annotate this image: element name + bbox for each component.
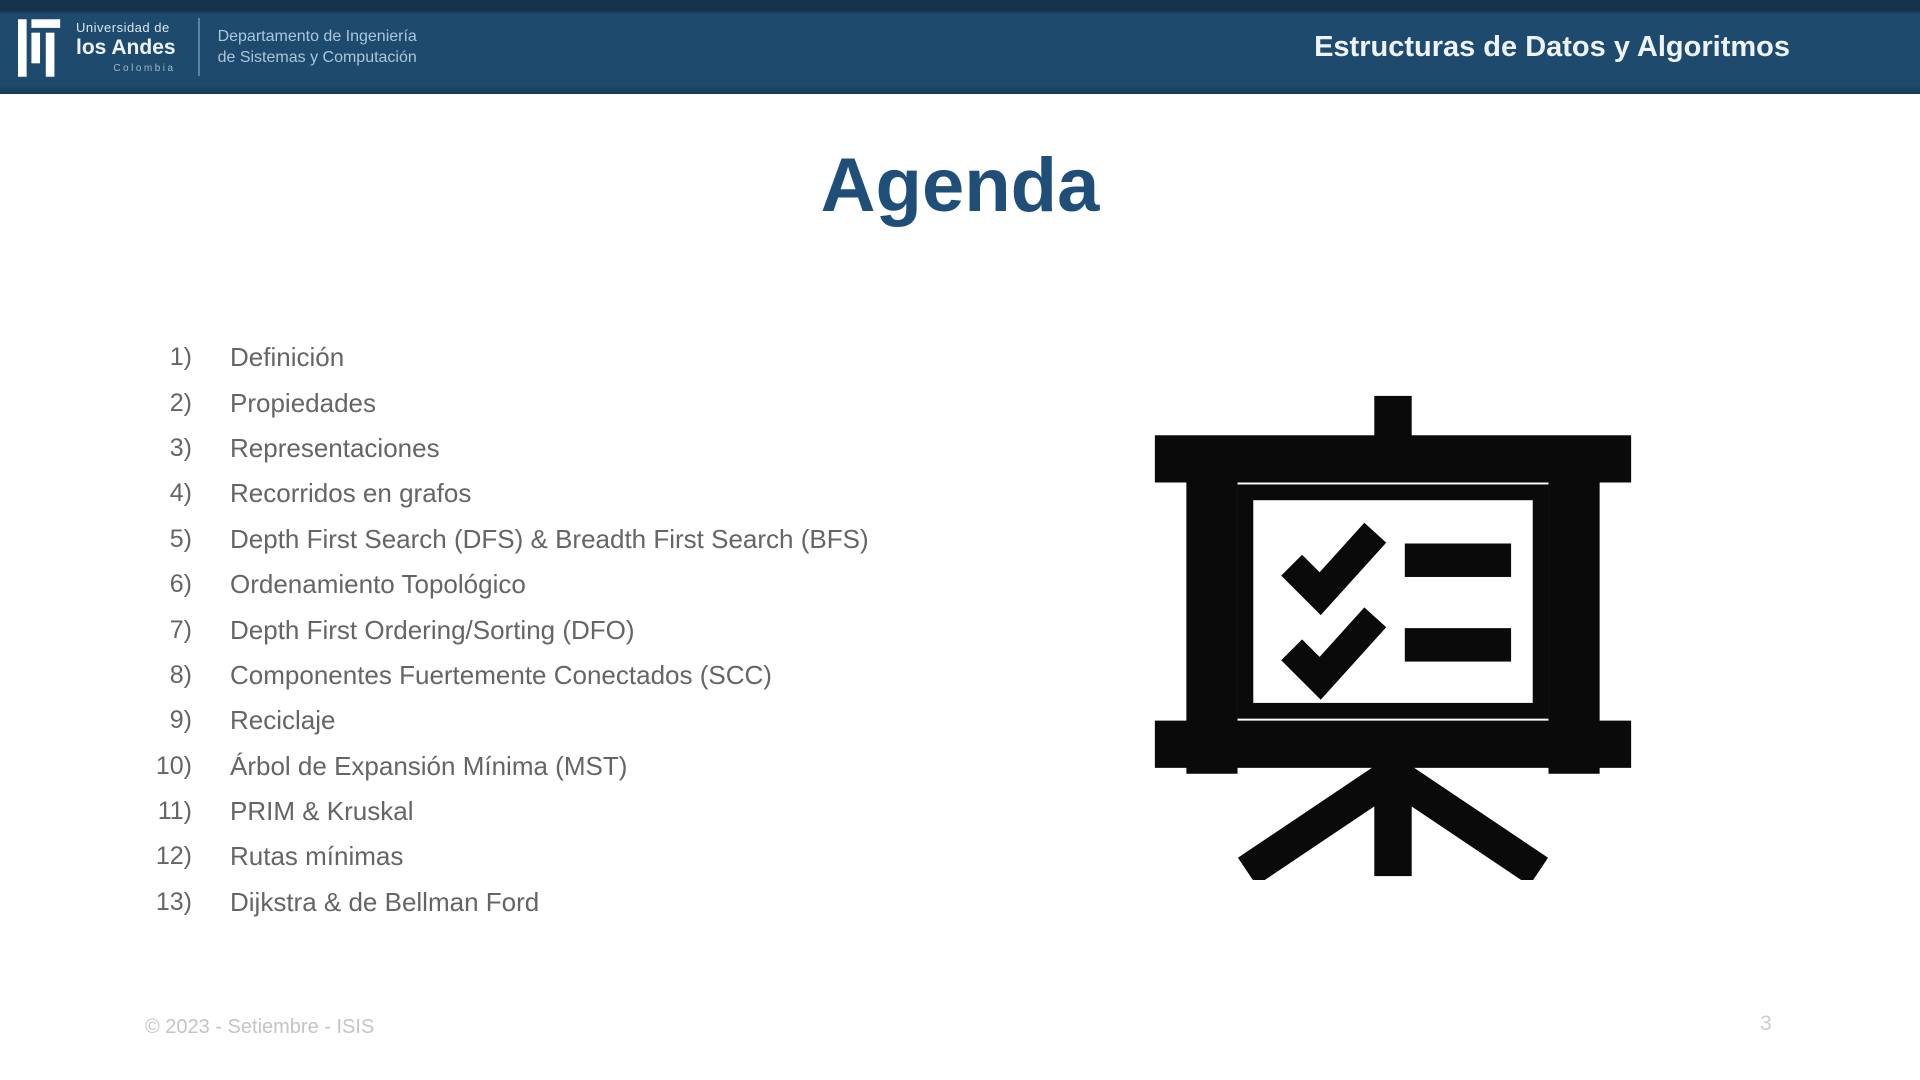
department-line1: Departamento de Ingeniería — [217, 28, 417, 45]
agenda-item-label: Reciclaje — [230, 705, 336, 736]
agenda-list — [146, 335, 869, 925]
agenda-item-number: 3) — [169, 433, 192, 462]
agenda-item-label: Depth First Ordering/Sorting (DFO) — [230, 614, 635, 645]
agenda-item-label: Depth First Search (DFS) & Breadth First Search (BFS) — [230, 523, 869, 554]
uniandes-logo-icon — [18, 19, 64, 77]
department-name — [218, 26, 417, 68]
agenda-item-label: Árbol de Expansión Mínima (MST) — [230, 750, 628, 781]
logo-line2: los Andes — [76, 35, 176, 59]
page-number: 3 — [1760, 1012, 1772, 1035]
agenda-item-label: Representaciones — [230, 432, 440, 463]
logo-wordmark — [76, 21, 176, 74]
agenda-item — [146, 698, 869, 743]
agenda-item — [146, 335, 869, 380]
logo-line3: Colombia — [113, 62, 176, 74]
agenda-item-label: Propiedades — [230, 387, 376, 418]
agenda-item — [146, 562, 869, 607]
agenda-item-number: 6) — [169, 570, 192, 599]
footer-copyright: © 2023 - Setiembre - ISIS — [145, 1016, 375, 1038]
agenda-item-number: 7) — [169, 615, 192, 644]
agenda-item-label: PRIM & Kruskal — [230, 796, 414, 827]
agenda-item-number: 12) — [155, 842, 192, 871]
agenda-item — [146, 880, 869, 925]
department-line2: de Sistemas y Computación — [217, 49, 417, 66]
header-divider — [198, 18, 200, 76]
agenda-item-number: 11) — [157, 797, 192, 826]
logo-line1: Universidad de — [76, 19, 170, 35]
page-title: Agenda — [820, 143, 1100, 228]
agenda-item — [146, 744, 869, 789]
agenda-item-number: 13) — [155, 887, 192, 916]
agenda-item — [146, 471, 869, 516]
agenda-item-number: 8) — [169, 660, 192, 689]
agenda-item — [146, 426, 869, 471]
agenda-item-number: 4) — [169, 479, 192, 508]
agenda-item-number: 2) — [169, 388, 192, 417]
agenda-item-number: 1) — [169, 343, 192, 372]
agenda-item-label: Rutas mínimas — [230, 841, 404, 872]
agenda-item-label: Ordenamiento Topológico — [230, 569, 526, 600]
agenda-item-number: 10) — [155, 751, 192, 780]
agenda-item-label: Recorridos en grafos — [230, 478, 472, 509]
agenda-item-number: 5) — [169, 524, 192, 553]
course-title: Estructuras de Datos y Algoritmos — [1314, 30, 1790, 63]
agenda-item — [146, 789, 869, 834]
agenda-item-label: Definición — [230, 342, 345, 373]
agenda-item — [146, 834, 869, 879]
presentation-checklist-icon — [1147, 392, 1639, 880]
agenda-item-label: Dijkstra & de Bellman Ford — [230, 886, 540, 917]
agenda-item-number: 9) — [169, 706, 192, 735]
header-bar — [0, 0, 1920, 94]
agenda-item — [146, 607, 869, 652]
agenda-item — [146, 380, 869, 425]
agenda-item-label: Componentes Fuertemente Conectados (SCC) — [230, 659, 772, 690]
agenda-item — [146, 517, 869, 562]
agenda-item — [146, 653, 869, 698]
